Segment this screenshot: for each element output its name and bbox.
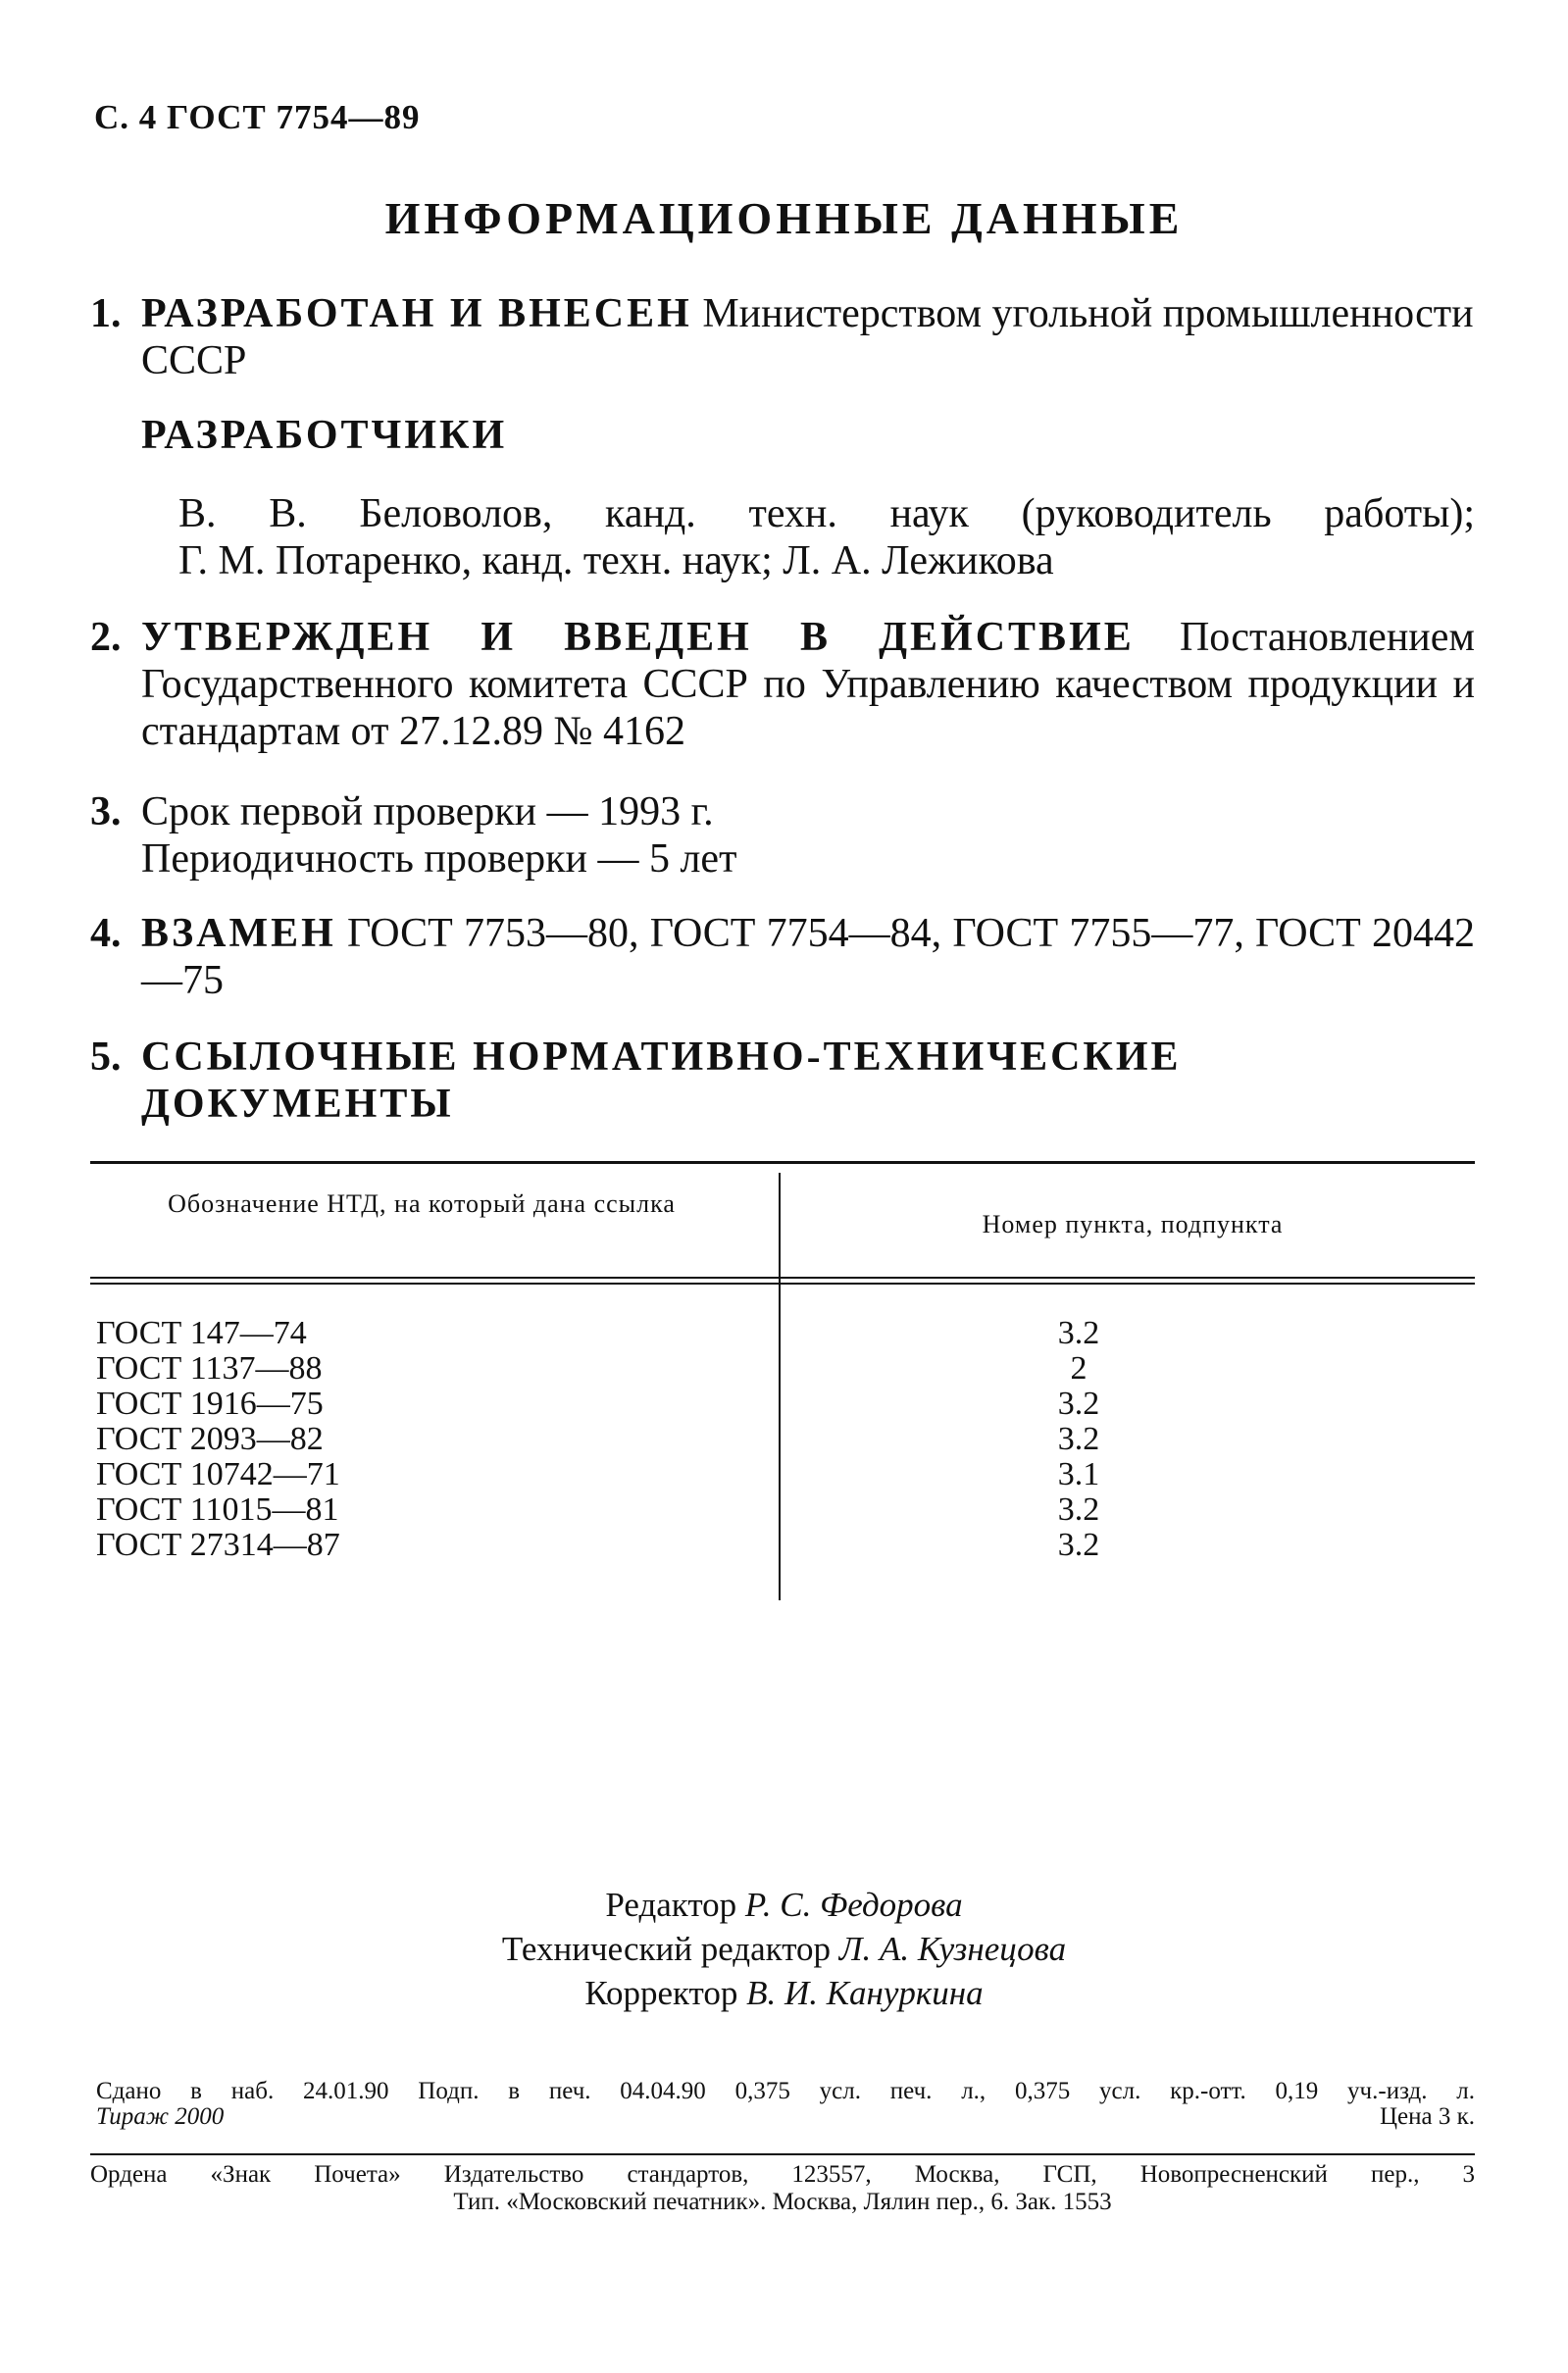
table-header-rule xyxy=(90,1277,1475,1285)
proofreader-name: В. И. Канyркина xyxy=(746,1974,984,2012)
table-cell-point: 2 xyxy=(1070,1350,1087,1387)
imprint-rule xyxy=(90,2153,1475,2155)
table-cell-document: ГОСТ 1137—88 xyxy=(96,1350,323,1387)
item-line: Периодичность проверки — 5 лет xyxy=(141,836,737,882)
item-lead: УТВЕРЖДЕН И ВВЕДЕН В ДЕЙСТВИЕ xyxy=(141,615,1135,660)
table-header-point: Номер пункта, подпункта xyxy=(982,1210,1284,1238)
table-cell-point: 3.2 xyxy=(1057,1491,1100,1528)
info-item-4 xyxy=(90,910,1475,1004)
circulation: Тираж 2000 xyxy=(96,2103,225,2130)
item-lead: ВЗАМЕН xyxy=(141,911,336,956)
info-item-1 xyxy=(90,290,1475,384)
developers-line: В. В. Беловолов, канд. техн. наук (руководитель работы); xyxy=(178,491,1475,536)
item-number: 4. xyxy=(90,911,122,956)
developers-line: Г. М. Потаренко, канд. техн. наук; Л. А. Лежикова xyxy=(178,538,1054,583)
item-lead: ССЫЛОЧНЫЕ НОРМАТИВНО-ТЕХНИЧЕСКИЕ ДОКУМЕНТЫ xyxy=(141,1035,1182,1127)
tech-editor-name: Л. А. Кузнецова xyxy=(838,1930,1067,1968)
table-cell-point: 3.1 xyxy=(1057,1456,1100,1492)
tech-editor-label: Технический редактор xyxy=(501,1930,832,1968)
item-number: 1. xyxy=(90,291,122,336)
table-top-rule xyxy=(90,1161,1475,1164)
table-document-column xyxy=(96,1316,340,1563)
print-dates: Сдано в наб. 24.01.90 Подп. в печ. 04.04.90 0,375 усл. печ. л., 0,375 усл. кр.-отт. 0,19 уч.-изд. л. xyxy=(96,2078,1475,2104)
table-cell-point: 3.2 xyxy=(1057,1527,1100,1563)
price: Цена 3 к. xyxy=(1379,2103,1475,2130)
page-title: ИНФОРМАЦИОННЫЕ ДАННЫЕ xyxy=(384,193,1184,243)
table-cell-point: 3.2 xyxy=(1057,1315,1100,1351)
publisher-line: Ордена «Знак Почета» Издательство стандартов, 123557, Москва, ГСП, Новопресненский пер., 3 xyxy=(90,2161,1475,2188)
print-details xyxy=(96,2079,1475,2130)
table-cell-point: 3.2 xyxy=(1057,1386,1100,1422)
table-cell-document: ГОСТ 2093—82 xyxy=(96,1421,324,1457)
item-number: 5. xyxy=(90,1035,122,1080)
item-text: Постановлением Государственного комитета СССР по Управлению качеством продукции и стандартам от 27.12.89 № 4162 xyxy=(141,615,1475,754)
item-lead: РАЗРАБОТАН И ВНЕСЕН xyxy=(141,291,692,336)
developers-list xyxy=(178,490,1475,584)
table-cell-point: 3.2 xyxy=(1057,1421,1100,1457)
developers-heading: РАЗРАБОТЧИКИ xyxy=(141,413,508,458)
publisher-details xyxy=(90,2161,1475,2216)
info-item-5 xyxy=(90,1034,1475,1128)
table-cell-document: ГОСТ 1916—75 xyxy=(96,1386,324,1422)
page-header: С. 4 ГОСТ 7754—89 xyxy=(94,98,421,136)
printer-line: Тип. «Московский печатник». Москва, Лялин пер., 6. Зак. 1553 xyxy=(453,2189,1112,2215)
editor-label: Редактор xyxy=(605,1886,737,1924)
table-cell-document: ГОСТ 147—74 xyxy=(96,1315,307,1351)
table-column-divider xyxy=(779,1173,781,1600)
item-line: Срок первой проверки — 1993 г. xyxy=(141,789,714,834)
table-header-document: Обозначение НТД, на который дана ссылка xyxy=(168,1189,676,1218)
item-number: 2. xyxy=(90,615,122,660)
editor-name: Р. С. Федорова xyxy=(744,1886,963,1924)
item-number: 3. xyxy=(90,789,122,834)
table-point-column xyxy=(1000,1316,1157,1563)
item-text: Министерством угольной промышленности СССР xyxy=(141,291,1474,383)
table-cell-document: ГОСТ 27314—87 xyxy=(96,1527,340,1563)
proofreader-label: Корректор xyxy=(584,1974,738,2012)
item-text: ГОСТ 7753—80, ГОСТ 7754—84, ГОСТ 7755—77, ГОСТ 20442—75 xyxy=(141,911,1475,1003)
info-item-3 xyxy=(90,788,1475,883)
table-cell-document: ГОСТ 10742—71 xyxy=(96,1456,340,1492)
info-item-2 xyxy=(90,614,1475,755)
editorial-credits xyxy=(0,1883,1568,2015)
table-cell-document: ГОСТ 11015—81 xyxy=(96,1491,339,1528)
